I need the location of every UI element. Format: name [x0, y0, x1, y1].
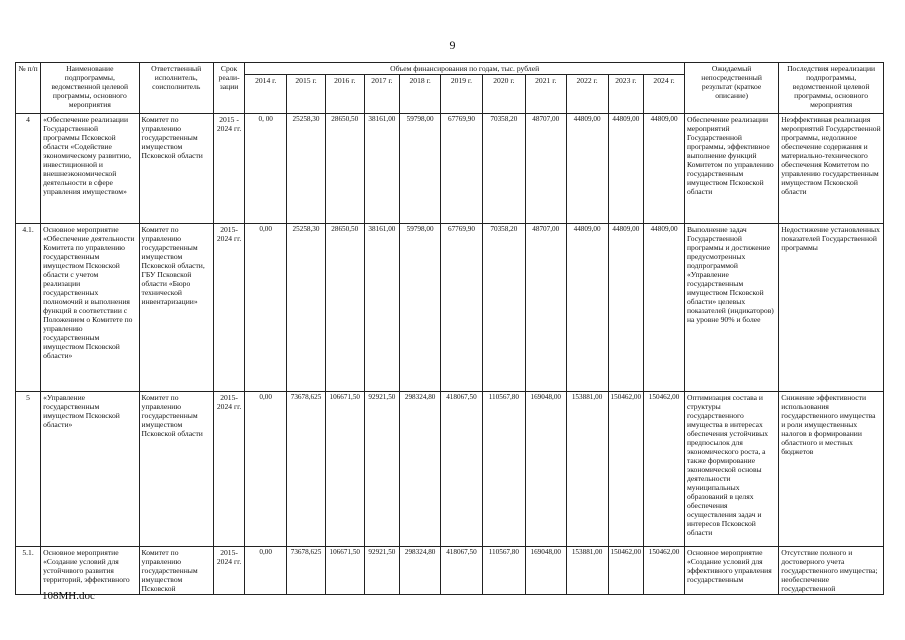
row-name: «Управление государственным имуществом Псковской области»	[41, 392, 139, 547]
row-value: 44809,00	[608, 114, 644, 224]
row-value: 67769,90	[441, 114, 483, 224]
header-num: № п/п	[16, 63, 41, 114]
row-responsible: Комитет по управлению государственным имуществом Псковской области, ГБУ Псковской области «Бюро технической инвентаризации»	[139, 224, 213, 392]
row-value: 44809,00	[608, 224, 644, 392]
table-row	[16, 224, 884, 392]
row-value: 0,00	[245, 547, 287, 595]
row-value: 418067,50	[441, 392, 483, 547]
row-expected-result: Выполнение задач Государственной программы и достижение предусмотренных подпрограммой «Управление государственным имуществом Псковской области» целевых показателей (индикаторов) на уровне 90% и более	[684, 224, 778, 392]
row-value: 150462,00	[644, 547, 685, 595]
row-value: 44809,00	[566, 224, 608, 392]
row-responsible: Комитет по управлению государственным имуществом Псковской	[139, 547, 213, 595]
table-row	[16, 547, 884, 595]
row-responsible: Комитет по управлению государственным имуществом Псковской области	[139, 114, 213, 224]
row-value: 25258,30	[287, 224, 326, 392]
row-number: 4.1.	[16, 224, 41, 392]
row-value: 25258,30	[287, 114, 326, 224]
row-value: 0,00	[245, 392, 287, 547]
header-year: 2014 г.	[245, 75, 287, 114]
row-value: 59798,00	[400, 224, 441, 392]
row-value: 28650,50	[325, 224, 364, 392]
header-responsible: Ответственный исполнитель, соисполнитель	[139, 63, 213, 114]
row-period: 2015-2024 гг.	[213, 392, 244, 547]
row-period: 2015-2024 гг.	[213, 224, 244, 392]
row-responsible: Комитет по управлению государственным имуществом Псковской области	[139, 392, 213, 547]
row-value: 150462,00	[608, 392, 644, 547]
header-year: 2018 г.	[400, 75, 441, 114]
program-table-container	[15, 62, 884, 593]
row-value: 106671,50	[325, 392, 364, 547]
row-value: 70358,20	[482, 114, 525, 224]
row-value: 48707,00	[525, 114, 566, 224]
row-value: 44809,00	[644, 114, 685, 224]
row-number: 5.1.	[16, 547, 41, 595]
row-number: 4	[16, 114, 41, 224]
row-value: 110567,80	[482, 547, 525, 595]
row-value: 67769,90	[441, 224, 483, 392]
table-row	[16, 114, 884, 224]
header-year: 2017 г.	[364, 75, 400, 114]
row-value: 418067,50	[441, 547, 483, 595]
row-name: Основное мероприятие «Обеспечение деятельности Комитета по управлению государственным имуществом Псковской области с учетом реализации государственных полномочий и выполнения функций в соответствии с Положением о Комитете по управлению государственным имуществом Псковской области»	[41, 224, 139, 392]
header-year: 2016 г.	[325, 75, 364, 114]
row-consequences: Снижение эффективности использования государственного имущества и роли имущественных налогов в формировании областного и местных бюджетов	[779, 392, 884, 547]
header-consequences: Последствия нереализации подпрограммы, ведомственной целевой программы, основного мероприятия	[779, 63, 884, 114]
row-value: 298324,80	[400, 392, 441, 547]
row-value: 28650,50	[325, 114, 364, 224]
row-value: 110567,80	[482, 392, 525, 547]
table-row	[16, 392, 884, 547]
row-value: 92921,50	[364, 547, 400, 595]
row-value: 92921,50	[364, 392, 400, 547]
row-value: 73678,625	[287, 392, 326, 547]
row-value: 44809,00	[566, 114, 608, 224]
header-period: Срок реали-зации	[213, 63, 244, 114]
header-name: Наименование подпрограммы, ведомственной целевой программы, основного мероприятия	[41, 63, 139, 114]
row-period: 2015-2024 гг.	[213, 547, 244, 595]
row-value: 0,00	[245, 224, 287, 392]
row-value: 59798,00	[400, 114, 441, 224]
row-consequences: Недостижение установленных показателей Государственной программы	[779, 224, 884, 392]
row-value: 150462,00	[644, 392, 685, 547]
row-value: 106671,50	[325, 547, 364, 595]
row-expected-result: Обеспечение реализации мероприятий Государственной программы, эффективное выполнение функций Комитетом по управлению государственным имуществом Псковской области	[684, 114, 778, 224]
header-year: 2021 г.	[525, 75, 566, 114]
row-value: 44809,00	[644, 224, 685, 392]
document-filename: 108МН.doc	[42, 590, 95, 602]
row-period: 2015 - 2024 гг.	[213, 114, 244, 224]
row-expected-result: Оптимизация состава и структуры государственного имущества в интересах обеспечения устойчивых предпосылок для экономического роста, а также формирование экономической основы деятельности муниципальных образований в целях обеспечения осуществления задач и интересов Псковской области	[684, 392, 778, 547]
header-funding: Объем финансирования по годам, тыс. рублей	[245, 63, 685, 75]
row-value: 48707,00	[525, 224, 566, 392]
header-year: 2022 г.	[566, 75, 608, 114]
row-expected-result: Основное мероприятие «Создание условий для эффективного управления государственным	[684, 547, 778, 595]
row-value: 169048,00	[525, 547, 566, 595]
row-consequences: Отсутствие полного и достоверного учета государственного имущества; необеспечение государственной	[779, 547, 884, 595]
header-year: 2019 г.	[441, 75, 483, 114]
row-value: 153881,00	[566, 392, 608, 547]
row-value: 150462,00	[608, 547, 644, 595]
header-year: 2020 г.	[482, 75, 525, 114]
header-expected-result: Ожидаемый непосредственный результат (краткое описание)	[684, 63, 778, 114]
row-value: 153881,00	[566, 547, 608, 595]
row-value: 73678,625	[287, 547, 326, 595]
table-header-row	[16, 63, 884, 75]
header-year: 2015 г.	[287, 75, 326, 114]
program-funding-table	[15, 62, 884, 595]
row-value: 70358,20	[482, 224, 525, 392]
row-number: 5	[16, 392, 41, 547]
row-value: 298324,80	[400, 547, 441, 595]
row-name: Основное мероприятие «Создание условий для устойчивого развития территорий, эффективного	[41, 547, 139, 595]
row-consequences: Неэффективная реализация мероприятий Государственной программы, недолжное обеспечение содержания и материально-технического обеспечения Комитетом по управлению государственным имуществом Псковской области	[779, 114, 884, 224]
row-name: «Обеспечение реализации Государственной программы Псковской области «Содействие экономическому развитию, инвестиционной и внешнеэкономической деятельности в сфере управления имуществом»	[41, 114, 139, 224]
header-year: 2024 г.	[644, 75, 685, 114]
row-value: 38161,00	[364, 224, 400, 392]
header-year: 2023 г.	[608, 75, 644, 114]
row-value: 0, 00	[245, 114, 287, 224]
row-value: 169048,00	[525, 392, 566, 547]
row-value: 38161,00	[364, 114, 400, 224]
page-number: 9	[449, 38, 456, 52]
